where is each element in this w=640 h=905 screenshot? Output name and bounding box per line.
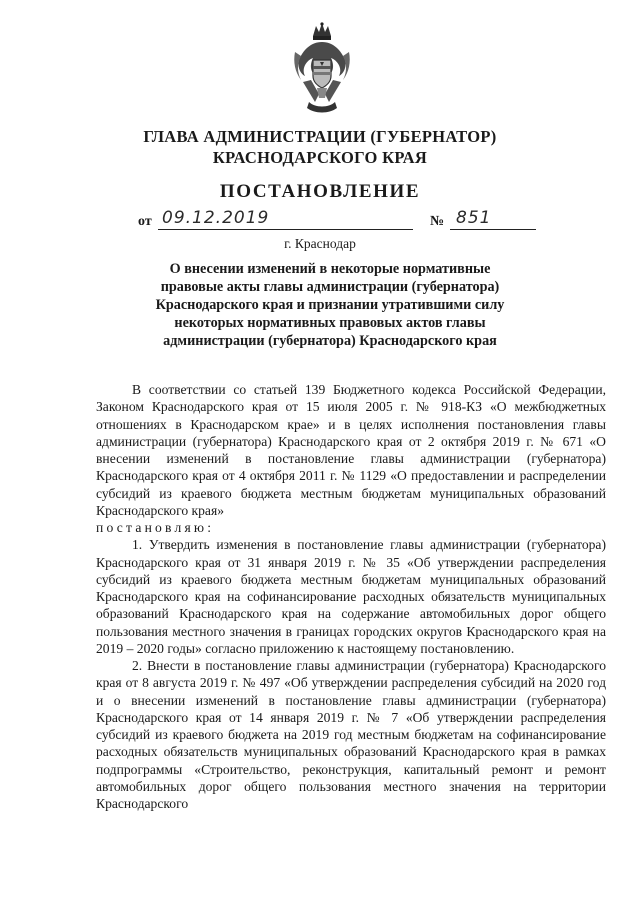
date-number-row [138,209,538,235]
document-number: 851 [456,208,492,228]
document-date: 09.12.2019 [162,208,270,228]
issuer-title-line-2: КРАСНОДАРСКОГО КРАЯ [212,148,428,167]
number-prefix: № [430,214,445,229]
item-1-paragraph: 1. Утвердить изменения в постановление главы администрации (губернатора) Краснодарского края от 31 января 2019 г. № 35 «Об утверждении распределения субсидий из краевого бюджета местным бюджетам муниципальных образований Краснодарского края на софинансирование расходных обязательств муниципальных образований Краснодарского края на содержание автомобильных дорог общего пользования местного значения в границах городских округов Краснодарского края на 2019 – 2020 годы» согласно приложению к настоящему постановлению. [96,537,606,656]
document-title: О внесении изменений в некоторые нормативные правовые акты главы администрации (губернатора) Краснодарского края и признании утратившими силу некоторых нормативных правовых актов главы администрации (губернатора) Краснодарского края [155,261,505,349]
date-prefix: от [138,214,152,229]
coat-of-arms-emblem [291,22,353,114]
issuer-title-line-1: ГЛАВА АДМИНИСТРАЦИИ (ГУБЕРНАТОР) [143,127,497,146]
item-2-paragraph: 2. Внести в постановление главы администрации (губернатора) Краснодарского края от 8 августа 2019 г. № 497 «Об утверждении распределения субсидий на 2020 год и о внесении изменений в постановление главы администрации (губернатора) Краснодарского края от 14 января 2019 г. № 7 «Об утверждении распределения субсидий из краевого бюджета на 2019 год местным бюджетам на софинансирование расходных обязательств муниципальных образований Краснодарского края в рамках подпрограммы «Строительство, реконструкция, капитальный ремонт и ремонт автомобильных дорог общего пользования местного значения на территории Краснодарского [96,658,606,811]
document-type: ПОСТАНОВЛЕНИЕ [219,181,421,202]
date-underline [158,229,413,230]
preamble-paragraph: В соответствии со статьей 139 Бюджетного кодекса Российской Федерации, Законом Краснодарского края от 15 июля 2005 г. № 918-КЗ «О межбюджетных отношениях в Краснодарском крае» и в целях исполнения постановления главы администрации (губернатора) Краснодарского края от 2 октября 2019 г. № 671 «О внесении изменений в постановление главы администрации (губернатора) Краснодарского края от 4 октября 2011 г. № 1129 «О предоставлении и распределении субсидий из краевого бюджета местным бюджетам муниципальных образований Краснодарского края» [96,382,606,518]
number-underline [450,229,536,230]
resolves-word: постановляю: [96,520,215,535]
city-line: г. Краснодар [284,236,356,251]
document-body [96,381,606,812]
